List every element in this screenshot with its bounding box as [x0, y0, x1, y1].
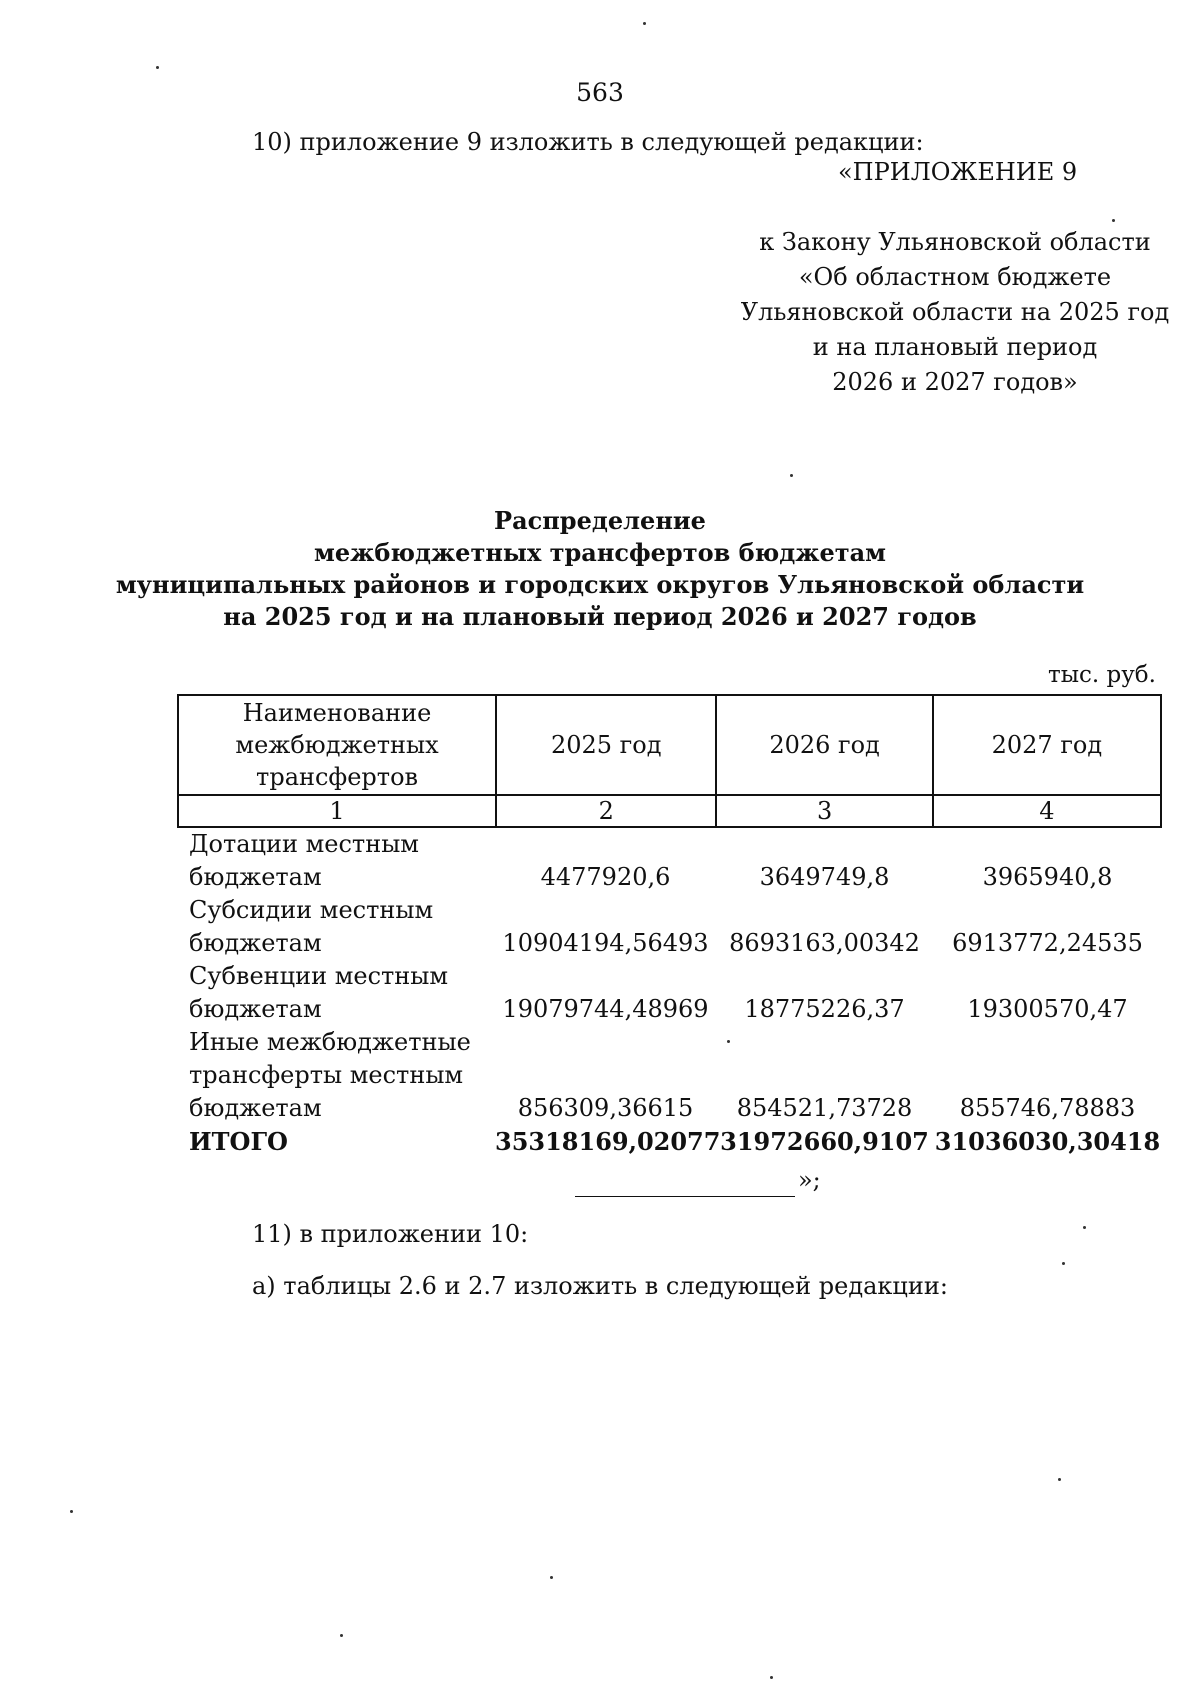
document-title — [0, 505, 1200, 633]
header-name-line: трансфертов — [256, 763, 419, 791]
value-2027: 6913772,24535 — [952, 929, 1143, 957]
row-name — [177, 960, 495, 1026]
value-2026: 3649749,8 — [759, 863, 890, 891]
closing-rule — [575, 1196, 795, 1197]
scan-speck — [550, 1576, 553, 1579]
table-row — [177, 828, 1162, 894]
row-name — [177, 1026, 495, 1125]
value-2027: 855746,78883 — [959, 1094, 1136, 1122]
scan-speck — [156, 66, 159, 69]
row-name-line: бюджетам — [189, 995, 322, 1023]
appendix-label: «ПРИЛОЖЕНИЕ 9 — [838, 158, 1078, 186]
header-name-cell — [178, 695, 496, 795]
header-2026: 2026 год — [716, 695, 932, 795]
scan-speck — [727, 1040, 730, 1043]
total-2025: 35318169,02077 — [495, 1127, 721, 1156]
amendment-intro: 10) приложение 9 изложить в следующей редакции: — [252, 128, 924, 156]
scan-speck — [340, 1634, 343, 1637]
row-name-line: Субвенции местным — [189, 962, 449, 990]
value-2027: 19300570,47 — [967, 995, 1128, 1023]
total-2026: 31972660,9107 — [720, 1127, 929, 1156]
row-name-line: Дотации местным — [189, 830, 419, 858]
value-2025: 856309,36615 — [517, 1094, 694, 1122]
scan-speck — [770, 1676, 773, 1679]
header-name-line: Наименование — [242, 699, 432, 727]
value-2025: 10904194,56493 — [502, 929, 709, 957]
value-2025: 4477920,6 — [540, 863, 671, 891]
column-number: 1 — [178, 795, 496, 827]
page-number: 563 — [576, 78, 624, 107]
title-line: на 2025 год и на плановый период 2026 и 2027 годов — [223, 602, 977, 631]
scan-speck — [1058, 1478, 1061, 1481]
item-11a: а) таблицы 2.6 и 2.7 изложить в следующей редакции: — [252, 1272, 948, 1300]
value-2026: 18775226,37 — [744, 995, 905, 1023]
title-line: межбюджетных трансфертов бюджетам — [313, 538, 886, 567]
total-row — [177, 1125, 1162, 1158]
law-reference-line: к Закону Ульяновской области — [759, 228, 1151, 256]
table-row — [177, 894, 1162, 960]
title-line: муниципальных районов и городских округов Ульяновской области — [115, 570, 1085, 599]
transfers-table-header — [177, 694, 1162, 828]
header-2025: 2025 год — [496, 695, 716, 795]
law-reference-line: «Об областном бюджете — [798, 263, 1112, 291]
row-name-line: бюджетам — [189, 929, 322, 957]
scan-speck — [643, 22, 646, 25]
value-2025: 19079744,48969 — [502, 995, 709, 1023]
scan-speck — [790, 474, 793, 477]
row-name-line: Субсидии местным — [189, 896, 434, 924]
value-2026: 854521,73728 — [736, 1094, 913, 1122]
column-number: 4 — [933, 795, 1161, 827]
scan-speck — [70, 1510, 73, 1513]
total-2027: 31036030,30418 — [934, 1127, 1161, 1156]
row-name-line: бюджетам — [189, 1094, 322, 1122]
law-reference — [720, 225, 1190, 400]
table-row — [177, 960, 1162, 1026]
scan-speck — [1062, 1262, 1065, 1265]
transfers-table-body — [177, 828, 1162, 1158]
row-name-line: бюджетам — [189, 863, 322, 891]
column-number: 2 — [496, 795, 716, 827]
units-label: тыс. руб. — [1048, 662, 1156, 688]
value-2027: 3965940,8 — [982, 863, 1113, 891]
row-name — [177, 828, 495, 894]
row-name-line: трансферты местным — [189, 1061, 464, 1089]
scan-speck — [1083, 1226, 1086, 1229]
column-number: 3 — [716, 795, 932, 827]
header-2027: 2027 год — [933, 695, 1161, 795]
total-label: ИТОГО — [189, 1127, 288, 1156]
scan-speck — [1112, 219, 1115, 222]
closing-quote: »; — [798, 1166, 821, 1194]
title-line: Распределение — [494, 506, 706, 535]
law-reference-line: 2026 и 2027 годов» — [832, 368, 1078, 396]
law-reference-line: и на плановый период — [812, 333, 1098, 361]
row-name — [177, 894, 495, 960]
header-name-line: межбюджетных — [235, 731, 439, 759]
value-2026: 8693163,00342 — [729, 929, 920, 957]
table-row — [177, 1026, 1162, 1125]
item-11: 11) в приложении 10: — [252, 1220, 529, 1248]
law-reference-line: Ульяновской области на 2025 год — [740, 298, 1170, 326]
row-name-line: Иные межбюджетные — [189, 1028, 471, 1056]
